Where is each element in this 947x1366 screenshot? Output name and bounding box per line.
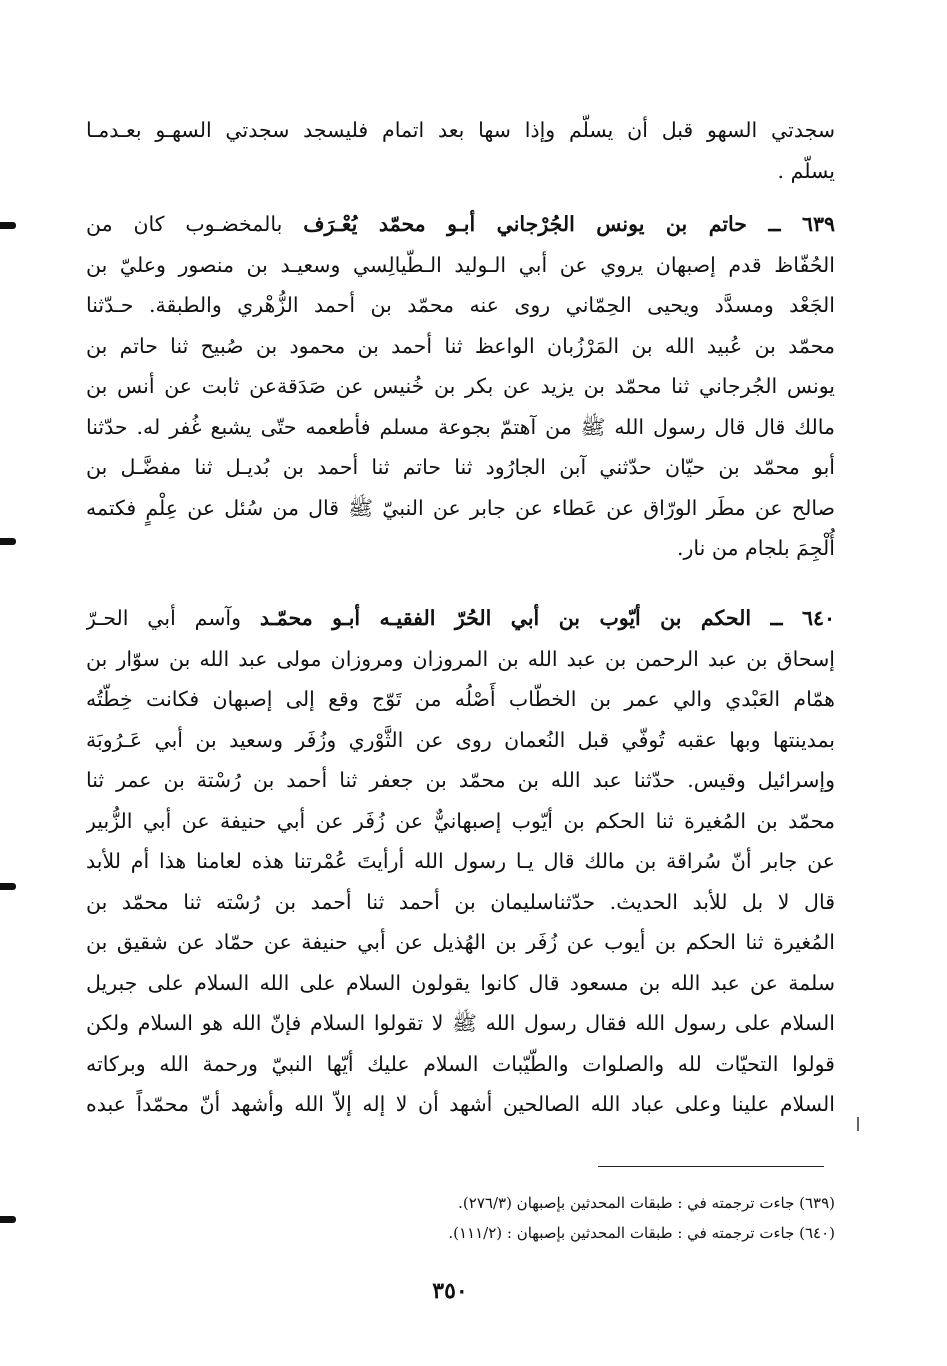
text-line: السلام على رسول الله فقال رسول الله ﷺ لا تقولوا السلام فإنّ الله هو السلام ولكن (86, 1011, 835, 1035)
entry-639 (86, 204, 835, 569)
entry-first-line-rest: وآسم أبي الحـرّ (86, 606, 260, 630)
text-line: السلام علينا وعلى عباد الله الصالحين أشهد أن لا إله إلاّ الله وأشهد أنّ محمّداً عبده (86, 1092, 835, 1116)
entry-first-line-rest: بالمخضـوب كان من (86, 212, 304, 236)
text-line: بمدينتها وبها عقبه تُوفّي قبل النُعمان روى عن الثَّوْري وزُفَر وسعيد بن أبي عَـرُوبَة (86, 727, 835, 752)
text-line: سلمة عن عبد الله بن مسعود قال كانوا يقولون السلام على الله السلام على جبريل (86, 970, 835, 995)
text-line: صالح عن مطَر الورّاق عن عَطاء عن جابر عن النبيّ ﷺ قال من سُئل عن عِلْمٍ فكتمه (86, 495, 835, 520)
binding-mark (0, 222, 16, 229)
entry-heading: ٦٤٠ ــ الحكم بن أيّوب بن أبي الحُرّ الفقيـه أبـو محمّـد (259, 606, 835, 630)
entry-first-line (86, 598, 835, 639)
text-line: يسلّم . (777, 158, 835, 183)
text-line: أبو محمّد بن حيّان حدّثني آبن الجارُود ثنا حاتم ثنا أحمد بن بُديـل ثنا مفضَّـل بن (86, 455, 835, 479)
text-line: محمّد بن المُغيرة ثنا الحكم بن أيّوب إصبهانيٌّ عن زُفَر عن أبي حنيفة عن أبي الزُّبير (86, 808, 835, 833)
entry-heading: ٦٣٩ ــ حاتم بن يونس الجُرْجاني أبـو محمّد يُعْـرَف (303, 212, 835, 236)
text-line: مالك قال قال رسول الله ﷺ من آهتمّ بجوعة مسلم فأطعمه حتّى يشبع غُفر له. حدّثنا (86, 414, 835, 439)
text-line: عن جابر أنّ سُراقة بن مالك قال يـا رسول الله أرأيتَ عُمْرتنا هذه لعامنا هذا أم للأبد (86, 849, 835, 873)
page-number: ٣٥٠ (432, 1278, 468, 1304)
text-line: همّام العَبْدي والي عمر بن الخطّاب أَصْلُه من تَوّج وقع إلى إصبهان فكانت خِطّتُه (86, 687, 835, 711)
text-line: محمّد بن عُبيد الله بن المَرْزُبان الواعظ ثنا أحمد بن محمود بن صُبيح ثنا حاتم بن (86, 333, 835, 358)
footnote-separator (598, 1166, 824, 1167)
binding-mark (0, 883, 16, 890)
text-line: سجدتي السهو قبل أن يسلّم وإذا سها بعد اتمام فليسجد سجدتي السهـو بعـدمـا (86, 118, 835, 142)
text-line: الجَعْد ومسدَّد ويحيى الحِمّاني روى عنه محمّد بن أحمد الزُّهْري والطبقة. حـدّثنا (86, 293, 835, 317)
text-line: أُلْجِمَ بلجام من نار. (677, 536, 835, 560)
text-line: قولوا التحيّات لله والصلوات والطّيّبات السلام عليك أيّها النبيّ ورحمة الله وبركاته (86, 1051, 835, 1076)
entry-640 (86, 598, 835, 1125)
intro-paragraph (86, 110, 835, 191)
text-line: وإسرائيل وقيس. حدّثنا عبد الله بن محمّد بن جعفر ثنا أحمد بن رُسْتة بن عمر ثنا (86, 768, 835, 792)
binding-mark (0, 538, 16, 545)
footnote: (٦٣٩) جاءت ترجمته في : طبقات المحدثين بإصبهان (٢٧٦/٣). (458, 1194, 835, 1212)
footnotes (300, 1188, 835, 1248)
margin-tick (857, 1117, 859, 1131)
entry-first-line (86, 204, 835, 245)
text-line: يونس الجُرجاني ثنا محمّد بن يزيد عن بكر بن خُنيس عن صَدَقةعن ثابت عن أنس بن (86, 374, 835, 398)
binding-mark (0, 1216, 16, 1223)
text-line: إسحاق بن عبد الرحمن بن عبد الله بن المروزان ومروزان مولى عبد الله بن سوّار بن (86, 646, 835, 671)
text-line: قال لا بل للأبد الحديث. حدّثناسليمان بن أحمد ثنا أحمد بن رُسْته ثنا محمّد بن (86, 889, 835, 914)
text-line: الحُفّاظ قدم إصبهان يروي عن أبي الـوليد الـطّيالِسي وسعيـد بن منصور وعليّ بن (86, 252, 835, 277)
footnote: (٦٤٠) جاءت ترجمته في : طبقات المحدثين بإصبهان : (١١١/٢). (448, 1224, 835, 1242)
text-line: المُغيرة ثنا الحكم بن أيوب عن زُفَر بن الهُذيل عن أبي حنيفة عن حمّاد عن شقيق بن (86, 930, 835, 954)
